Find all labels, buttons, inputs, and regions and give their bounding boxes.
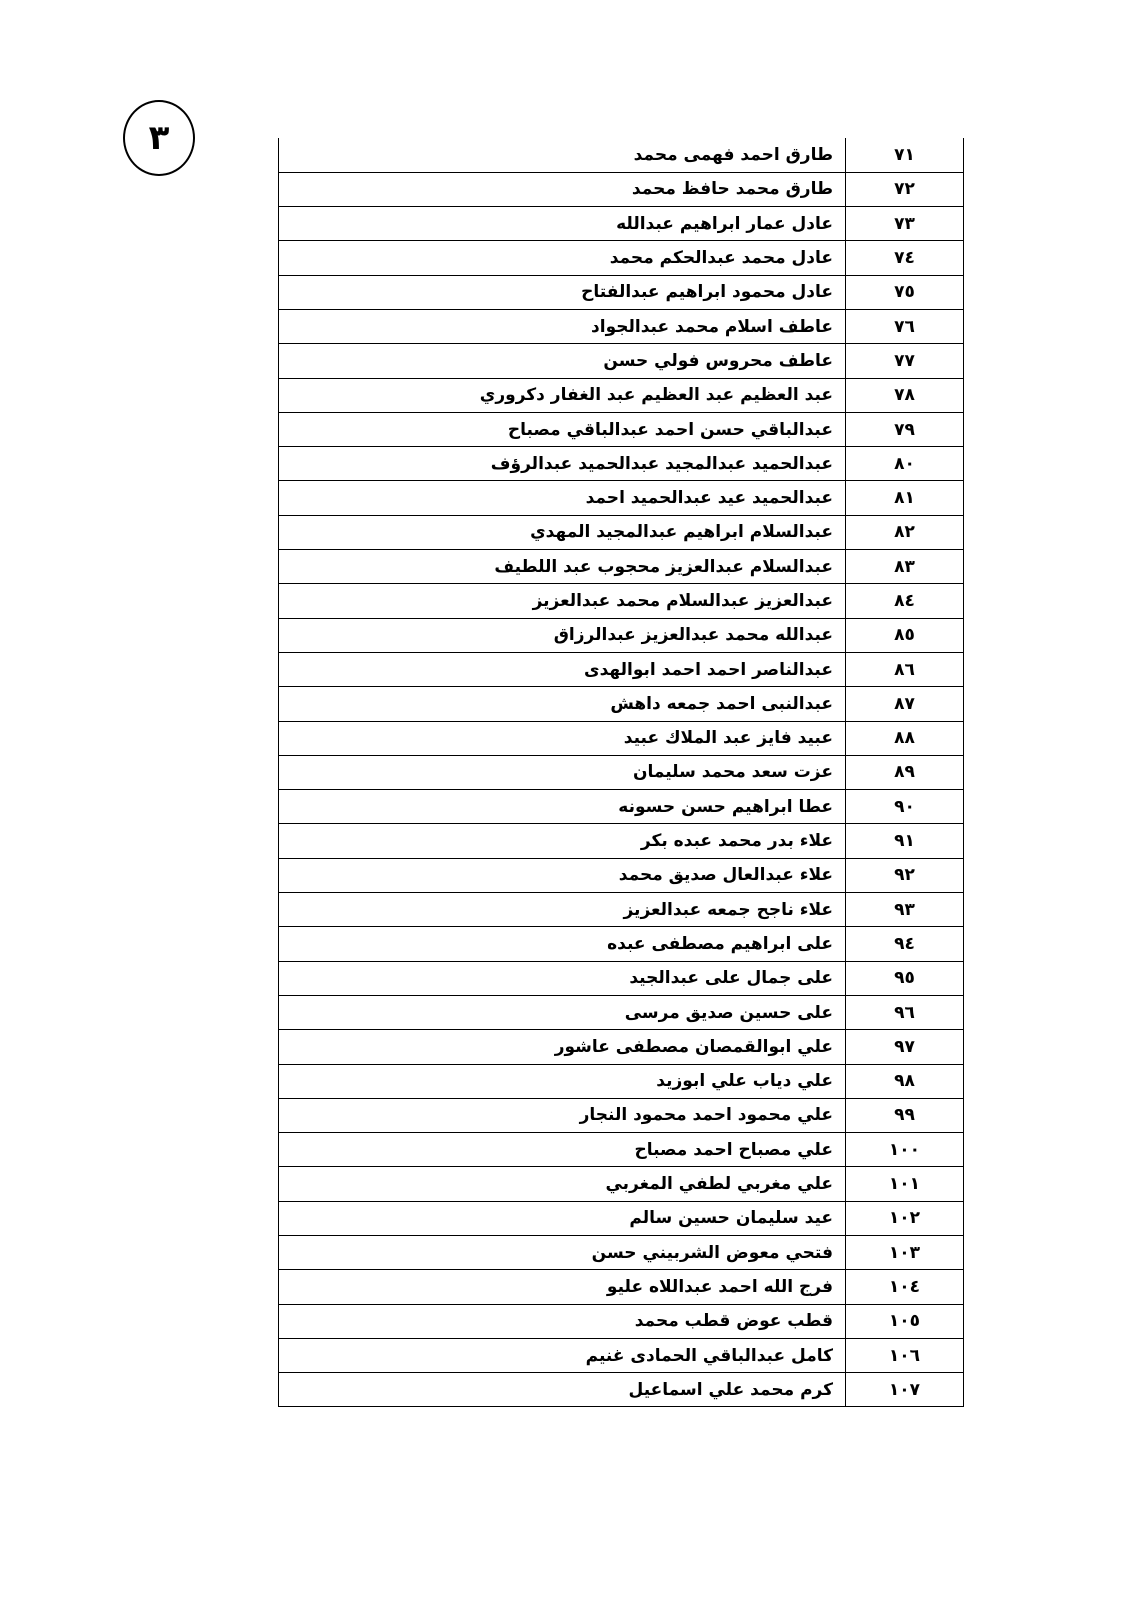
table-row <box>279 1167 964 1201</box>
row-number: ٨٧ <box>846 687 964 721</box>
row-name: علي مغربي لطفي المغربي <box>279 1167 846 1201</box>
row-number: ١٠٦ <box>846 1338 964 1372</box>
row-number: ١٠١ <box>846 1167 964 1201</box>
row-number: ٧٢ <box>846 172 964 206</box>
row-number: ٨٣ <box>846 550 964 584</box>
table-row <box>279 721 964 755</box>
table-row <box>279 687 964 721</box>
row-name: على حسين صديق مرسى <box>279 995 846 1029</box>
row-name: عبدالحميد عبدالمجيد عبدالحميد عبدالرؤف <box>279 447 846 481</box>
table-row <box>279 344 964 378</box>
row-name: فتحي معوض الشربيني حسن <box>279 1236 846 1270</box>
row-number: ٧١ <box>846 138 964 172</box>
table-row <box>279 550 964 584</box>
table-row <box>279 481 964 515</box>
row-number: ٨١ <box>846 481 964 515</box>
row-number: ٩٥ <box>846 961 964 995</box>
table-row <box>279 378 964 412</box>
row-name: عبيد فايز عبد الملاك عبيد <box>279 721 846 755</box>
row-name: عبدالله محمد عبدالعزيز عبدالرزاق <box>279 618 846 652</box>
row-name: طارق محمد حافظ محمد <box>279 172 846 206</box>
row-name: كرم محمد علي اسماعيل <box>279 1373 846 1407</box>
row-number: ٩٢ <box>846 858 964 892</box>
row-number: ١٠٣ <box>846 1236 964 1270</box>
row-number: ٩٨ <box>846 1064 964 1098</box>
names-table <box>278 138 964 1407</box>
row-name: عبدالسلام ابراهيم عبدالمجيد المهدي <box>279 515 846 549</box>
table-row <box>279 618 964 652</box>
table-row <box>279 790 964 824</box>
row-name: على جمال على عبدالجيد <box>279 961 846 995</box>
row-name: عطا ابراهيم حسن حسونه <box>279 790 846 824</box>
row-number: ٩٠ <box>846 790 964 824</box>
row-name: عبدالناصر احمد احمد ابوالهدى <box>279 652 846 686</box>
row-name: علي محمود احمد محمود النجار <box>279 1098 846 1132</box>
table-row <box>279 309 964 343</box>
row-number: ٩٧ <box>846 1030 964 1064</box>
row-number: ٨٤ <box>846 584 964 618</box>
page-number-badge <box>123 100 195 176</box>
table-row <box>279 207 964 241</box>
table-row <box>279 1236 964 1270</box>
table-row <box>279 858 964 892</box>
table-row <box>279 1064 964 1098</box>
row-name: عبدالحميد عيد عبدالحميد احمد <box>279 481 846 515</box>
table-row <box>279 447 964 481</box>
row-name: عبدالسلام عبدالعزيز محجوب عبد اللطيف <box>279 550 846 584</box>
table-row <box>279 1373 964 1407</box>
row-name: فرج الله احمد عبداللاه عليو <box>279 1270 846 1304</box>
table-row <box>279 172 964 206</box>
row-number: ٧٣ <box>846 207 964 241</box>
names-table-body <box>279 138 964 1407</box>
table-row <box>279 755 964 789</box>
row-name: عادل محمود ابراهيم عبدالفتاح <box>279 275 846 309</box>
row-number: ١٠٠ <box>846 1133 964 1167</box>
row-name: علي مصباح احمد مصباح <box>279 1133 846 1167</box>
row-name: علاء عبدالعال صديق محمد <box>279 858 846 892</box>
row-name: كامل عبدالباقي الحمادى غنيم <box>279 1338 846 1372</box>
table-row <box>279 1201 964 1235</box>
table-row <box>279 1133 964 1167</box>
row-name: علاء ناجح جمعه عبدالعزيز <box>279 893 846 927</box>
row-name: عبد العظيم عبد العظيم عبد الغفار دكروري <box>279 378 846 412</box>
row-number: ٩١ <box>846 824 964 858</box>
table-row <box>279 927 964 961</box>
row-name: طارق احمد فهمى محمد <box>279 138 846 172</box>
row-number: ٩٦ <box>846 995 964 1029</box>
table-row <box>279 1098 964 1132</box>
row-number: ٨٠ <box>846 447 964 481</box>
row-name: عاطف اسلام محمد عبدالجواد <box>279 309 846 343</box>
table-row <box>279 412 964 446</box>
row-number: ١٠٤ <box>846 1270 964 1304</box>
row-name: عزت سعد محمد سليمان <box>279 755 846 789</box>
row-number: ٩٣ <box>846 893 964 927</box>
table-row <box>279 1338 964 1372</box>
table-row <box>279 995 964 1029</box>
table-row <box>279 652 964 686</box>
table-row <box>279 961 964 995</box>
row-number: ١٠٧ <box>846 1373 964 1407</box>
row-number: ٧٨ <box>846 378 964 412</box>
table-row <box>279 893 964 927</box>
row-number: ٨٨ <box>846 721 964 755</box>
row-name: عبدالباقي حسن احمد عبدالباقي مصباح <box>279 412 846 446</box>
row-number: ٨٩ <box>846 755 964 789</box>
row-number: ٩٤ <box>846 927 964 961</box>
row-number: ٩٩ <box>846 1098 964 1132</box>
table-row <box>279 584 964 618</box>
row-number: ٨٥ <box>846 618 964 652</box>
row-number: ٧٩ <box>846 412 964 446</box>
row-name: على ابراهيم مصطفى عبده <box>279 927 846 961</box>
row-number: ١٠٥ <box>846 1304 964 1338</box>
table-row <box>279 1304 964 1338</box>
row-name: عاطف محروس فولي حسن <box>279 344 846 378</box>
table-row <box>279 1030 964 1064</box>
row-number: ٧٤ <box>846 241 964 275</box>
row-name: قطب عوض قطب محمد <box>279 1304 846 1338</box>
row-number: ٧٥ <box>846 275 964 309</box>
table-row <box>279 138 964 172</box>
row-name: علي ابوالقمصان مصطفى عاشور <box>279 1030 846 1064</box>
row-name: عادل محمد عبدالحكم محمد <box>279 241 846 275</box>
row-name: عيد سليمان حسين سالم <box>279 1201 846 1235</box>
row-name: علاء بدر محمد عبده بكر <box>279 824 846 858</box>
row-number: ٧٧ <box>846 344 964 378</box>
table-row <box>279 241 964 275</box>
row-number: ٨٦ <box>846 652 964 686</box>
row-name: عبدالنبى احمد جمعه داهش <box>279 687 846 721</box>
row-number: ٧٦ <box>846 309 964 343</box>
row-name: علي دياب علي ابوزيد <box>279 1064 846 1098</box>
table-row <box>279 275 964 309</box>
table-row <box>279 515 964 549</box>
row-name: عبدالعزيز عبدالسلام محمد عبدالعزيز <box>279 584 846 618</box>
table-row <box>279 824 964 858</box>
row-name: عادل عمار ابراهيم عبدالله <box>279 207 846 241</box>
row-number: ١٠٢ <box>846 1201 964 1235</box>
row-number: ٨٢ <box>846 515 964 549</box>
page-number: ٣ <box>148 118 170 158</box>
table-row <box>279 1270 964 1304</box>
